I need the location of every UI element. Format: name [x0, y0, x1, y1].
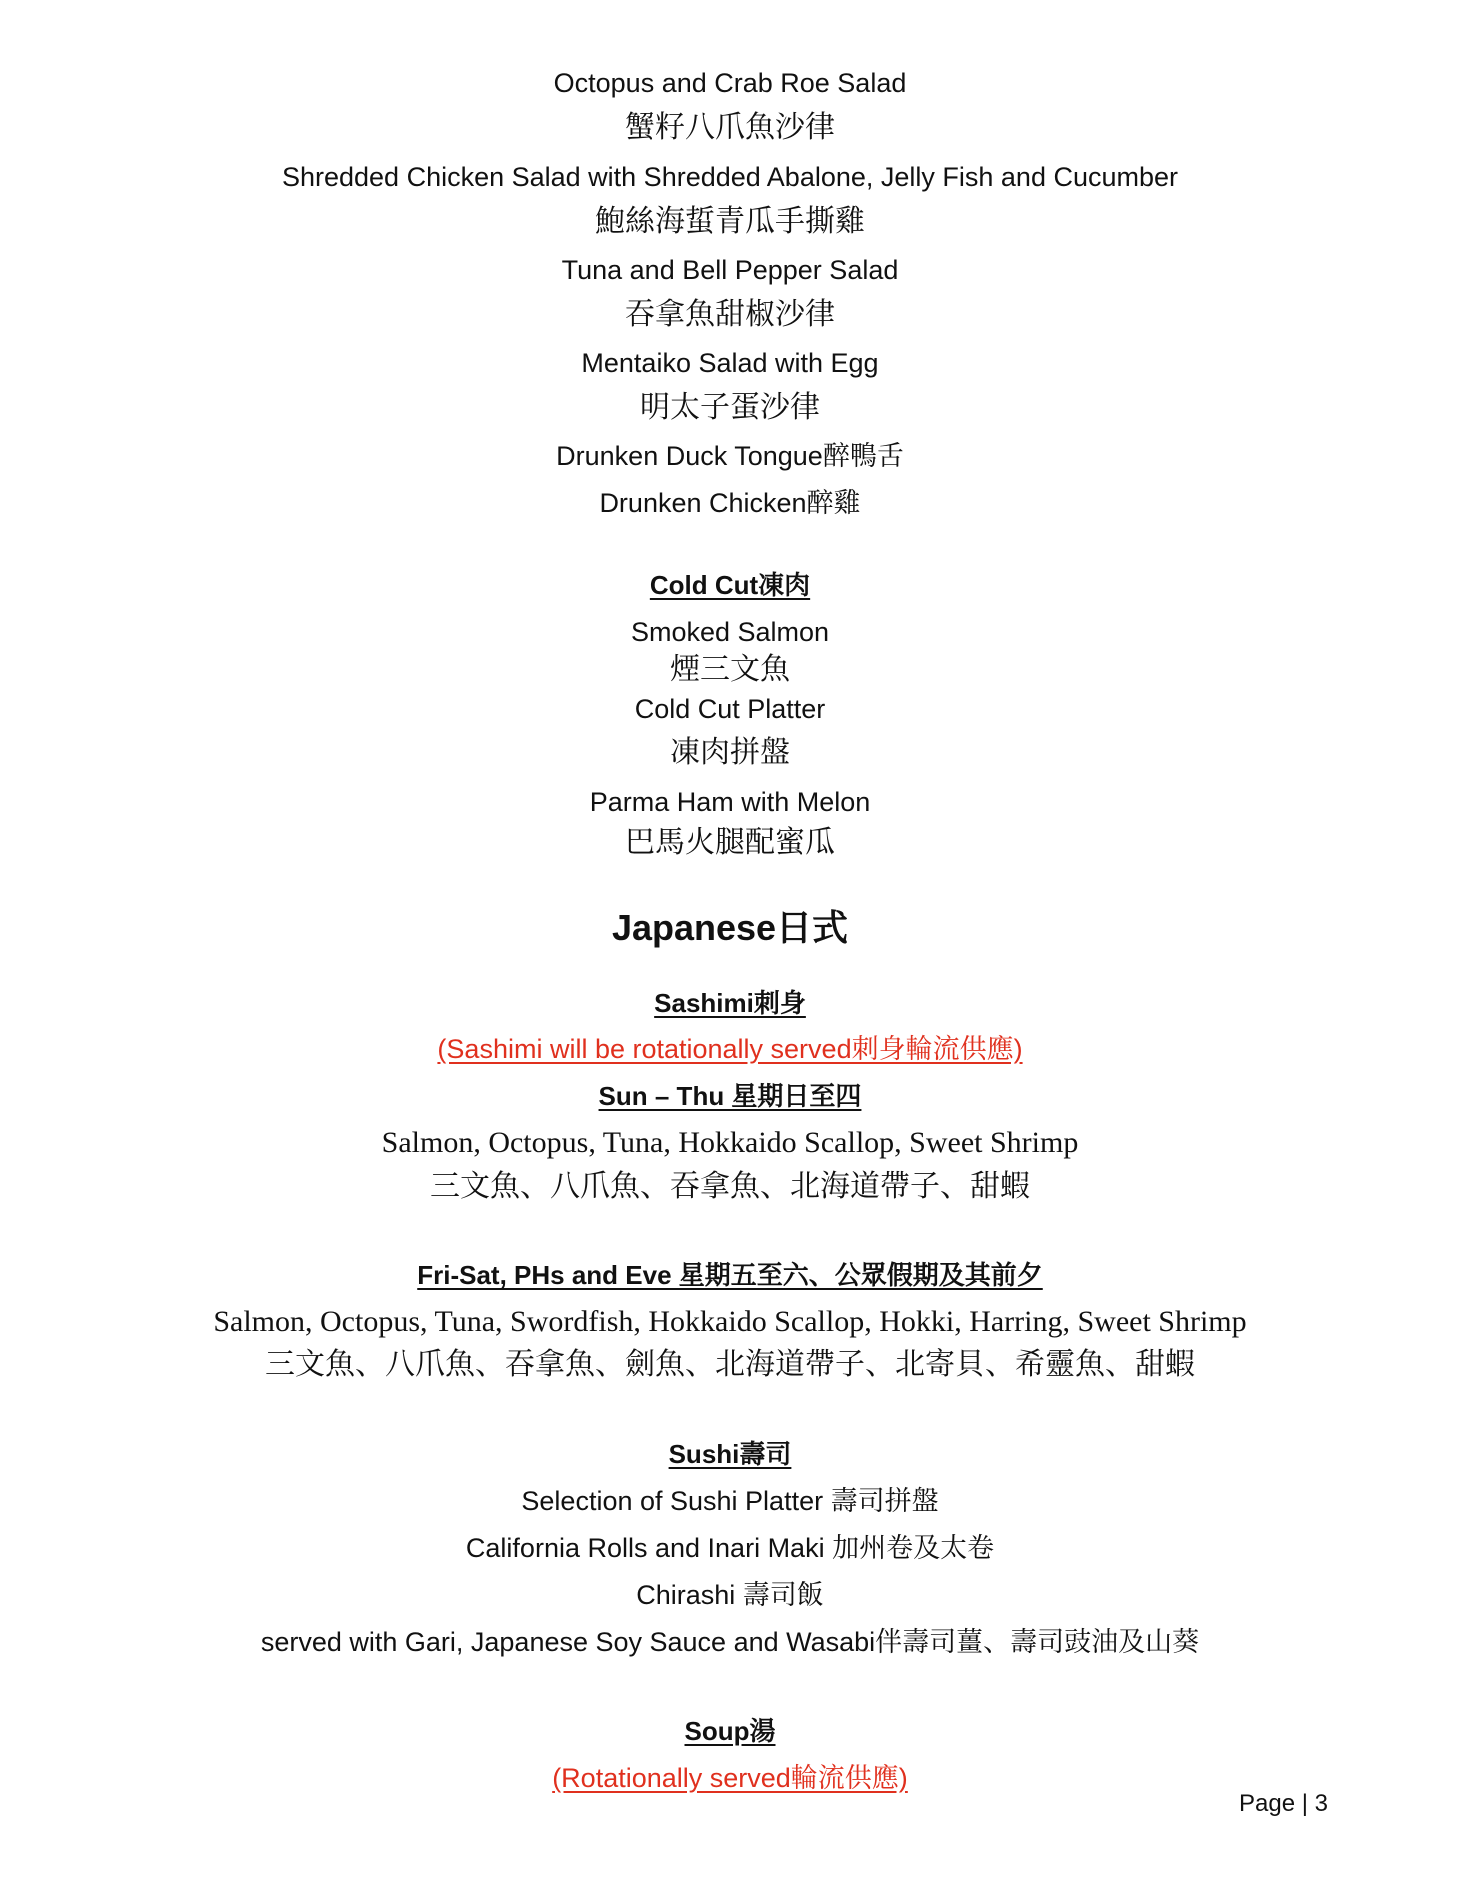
japanese-title: Japanese日式 — [611, 907, 849, 948]
cold-cut-item: Smoked Salmon — [630, 617, 830, 647]
sushi-item: Selection of Sushi Platter 壽司拼盤 — [521, 1486, 939, 1516]
sushi-item: served with Gari, Japanese Soy Sauce and Wasabi伴壽司薑、壽司豉油及山葵 — [260, 1627, 1200, 1657]
sashimi-weekend-en: Salmon, Octopus, Tuna, Swordfish, Hokkaido Scallop, Hokki, Harring, Sweet Shrimp — [213, 1305, 1247, 1338]
salad-item: Drunken Duck Tongue醉鴨舌 — [556, 441, 904, 471]
sashimi-note: (Sashimi will be rotationally served刺身輪流供應) — [437, 1034, 1023, 1064]
soup-note: (Rotationally served輪流供應) — [552, 1763, 908, 1793]
cold-cut-item: Parma Ham with Melon — [589, 787, 871, 817]
sashimi-weekend-cn: 三文魚、八爪魚、吞拿魚、劍魚、北海道帶子、北寄貝、希靈魚、甜蝦 — [265, 1348, 1195, 1381]
salad-item: Tuna and Bell Pepper Salad — [561, 255, 899, 285]
salad-item: Shredded Chicken Salad with Shredded Abalone, Jelly Fish and Cucumber — [281, 162, 1179, 192]
cold-cut-item: 凍肉拼盤 — [670, 736, 790, 769]
sashimi-weekday-en: Salmon, Octopus, Tuna, Hokkaido Scallop, Sweet Shrimp — [381, 1126, 1079, 1159]
sushi-heading: Sushi壽司 — [668, 1439, 792, 1469]
sashimi-heading: Sashimi刺身 — [654, 988, 806, 1018]
soup-heading: Soup湯 — [684, 1716, 776, 1746]
sushi-item: Chirashi 壽司飯 — [636, 1580, 824, 1610]
salad-item: 明太子蛋沙律 — [640, 391, 820, 424]
salad-item: Octopus and Crab Roe Salad — [553, 68, 907, 98]
sashimi-weekend-heading: Fri-Sat, PHs and Eve 星期五至六、公眾假期及其前夕 — [417, 1260, 1043, 1290]
salad-item: Mentaiko Salad with Egg — [581, 348, 879, 378]
salad-item: 蟹籽八爪魚沙律 — [625, 111, 835, 144]
cold-cut-item: Cold Cut Platter — [634, 694, 826, 724]
sashimi-weekday-heading: Sun – Thu 星期日至四 — [598, 1081, 862, 1111]
cold-cut-heading: Cold Cut凍肉 — [649, 570, 811, 600]
salad-item: Drunken Chicken醉雞 — [599, 488, 861, 518]
cold-cut-item: 巴馬火腿配蜜瓜 — [625, 826, 835, 859]
cold-cut-item: 煙三文魚 — [670, 653, 790, 686]
salad-item: 吞拿魚甜椒沙律 — [625, 298, 835, 331]
sushi-item: California Rolls and Inari Maki 加州卷及太卷 — [465, 1533, 995, 1563]
page-number: Page | 3 — [1239, 1790, 1328, 1817]
sashimi-weekday-cn: 三文魚、八爪魚、吞拿魚、北海道帶子、甜蝦 — [430, 1170, 1030, 1203]
salad-item: 鮑絲海蜇青瓜手撕雞 — [595, 205, 865, 238]
